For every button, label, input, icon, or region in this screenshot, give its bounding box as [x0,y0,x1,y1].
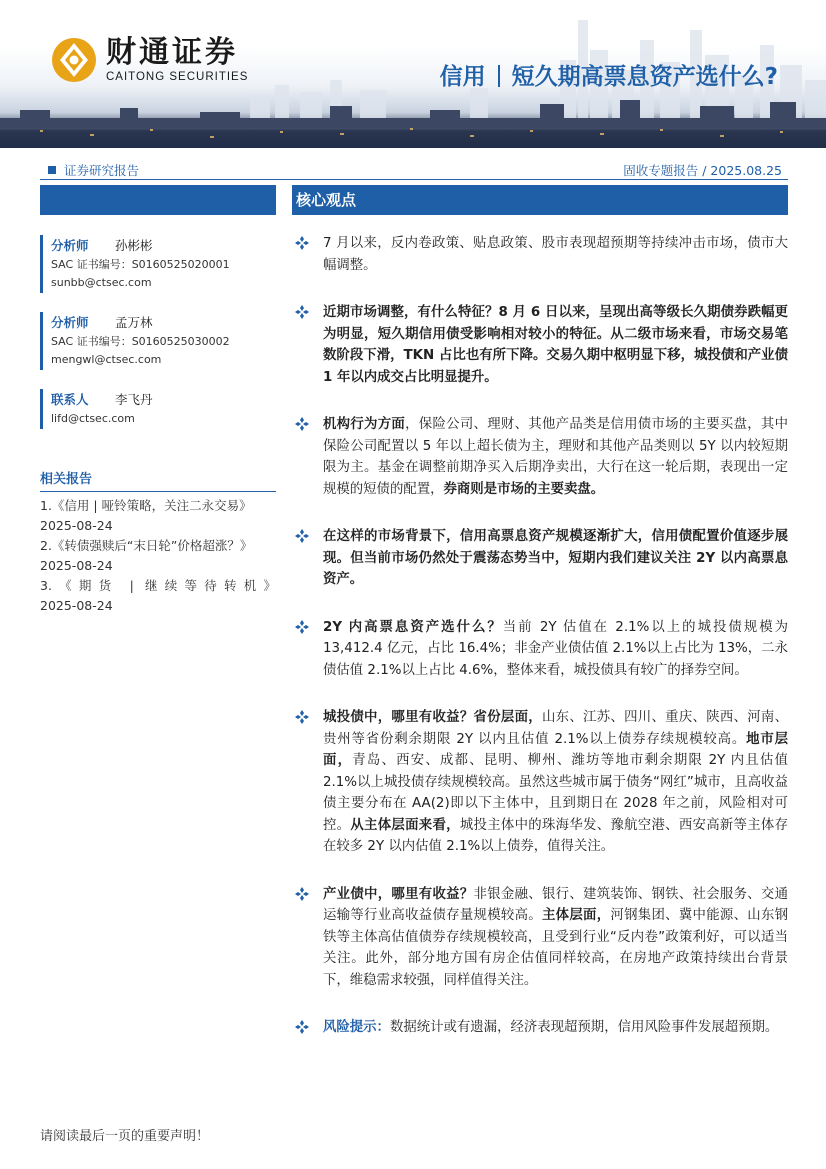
related-report-title[interactable]: 1.《信用 | 哑铃策略，关注二永交易》 [40,498,252,513]
core-point [292,414,788,500]
related-reports-list [40,496,276,616]
main-content [292,185,788,1065]
core-point [292,884,788,992]
point-bold-text: 风险提示： [323,1020,390,1035]
point-bold-text: 2Y 内高票息资产选什么？ [323,619,503,635]
point-bold-text: 从主体层面来看， [350,817,460,833]
point-text: 河钢集团、冀中能源、山东钢铁等主体高估值债券存续规模较高，且受到行业“反内卷”政策利好，可以适当关注。此外，部分地方国有房企估值同样较高，在房地产政策持续出台背景下，维稳需求较强，同样值得关注。 [323,908,789,988]
point-bold-text: 主体层面， [541,908,611,923]
core-point [292,233,788,276]
related-report-item[interactable] [40,536,276,576]
core-point [292,707,788,858]
analyst-block [40,312,276,369]
point-bold-text: 产业债中，哪里有收益？ [323,886,474,902]
sidebar-header-bar [40,185,276,215]
point-text: 山东、江苏、四川、重庆、陕西、河南、贵州等省份剩余期限 2Y 以内且估值 2.1%以上债券存续规模较高。 [323,710,789,747]
related-report-item[interactable] [40,576,276,616]
analyst-cert: SAC 证书编号：S0160525030002 [51,335,230,348]
diamond-bullet-icon [295,887,309,901]
diamond-bullet-icon [295,305,309,319]
point-text: 青岛、西安、成都、昆明、柳州、潍坊等地市剩余期限 2Y 内且估值 2.1%以上城投债存续规模较高。虽然这些城市属于债务“网红”城市，且高收益债主要分布在 AA(2)即以下主体中，且到期日在 2028 年之前，风险相对可控。 [323,753,789,833]
contact-email[interactable]: lifd@ctsec.com [51,412,135,425]
diamond-bullet-icon [295,417,309,431]
square-bullet-icon [48,166,56,174]
related-report-date: 2025-08-24 [40,558,113,573]
sidebar [40,185,276,616]
analyst-role: 分析师 [51,238,89,253]
point-bold-text: 地市层面， [323,731,788,768]
analyst-name: 孟万林 [115,315,153,330]
point-bold-text: 券商则是市场的主要卖盘。 [443,481,605,497]
point-bold-text: 近期市场调整，有什么特征？8 月 6 日以来，呈现出高等级长久期债券跌幅更为明显，短久期信用债受影响相对较小的特征。从二级市场来看，市场交易笔数阶段下滑，TKN 占比也有所下降。交易久期中枢明显下移，城投债和产业债 1 年以内成交占比明显提升。 [323,305,788,385]
logo-english-name: CAITONG SECURITIES [106,71,249,83]
related-reports-title: 相关报告 [40,468,276,492]
caitong-logo-icon [50,36,98,84]
point-text: ，保险公司、理财、其他产品类是信用债市场的主要买盘，其中保险公司配置以 5 年以上超长债为主，理财和其他产品类则以 5Y 以内较短期限为主。基金在调整前期净买入后期净卖出，大行在这一轮后期，表现出一定规模的短债的配置， [323,417,789,497]
header-divider [40,179,788,180]
analyst-block [40,235,276,292]
core-point [292,526,788,591]
contact-name: 李飞丹 [115,392,153,407]
point-text: 7 月以来，反内卷政策、贴息政策、股市表现超预期等持续冲击市场，债市大幅调整。 [323,236,788,273]
report-title [440,58,778,91]
diamond-bullet-icon [295,620,309,634]
core-point [292,302,788,388]
diamond-bullet-icon [295,1020,309,1034]
report-type-label: 证券研究报告 [64,163,140,178]
analyst-accent-bar [40,235,43,293]
report-main-title: 短久期高票息资产选什么? [511,64,778,90]
point-text: 城投主体中的珠海华发、豫航空港、西安高新等主体存在较多 2Y 以内估值 2.1%以上债券，值得关注。 [323,817,789,854]
caitong-logo [50,36,248,84]
related-report-date: 2025-08-24 [40,598,113,613]
logo-chinese-name: 财通证券 [106,35,238,70]
analyst-accent-bar [40,312,43,370]
related-report-item[interactable] [40,496,276,536]
point-bold-text: 机构行为方面 [323,417,406,432]
diamond-bullet-icon [295,236,309,250]
report-header [0,0,826,156]
disclaimer-footer: 请阅读最后一页的重要声明！ [40,1129,210,1144]
core-views-title: 核心观点 [292,185,788,215]
sub-header [40,158,788,180]
title-separator [498,65,500,87]
report-date-label: 固收专题报告 / 2025.08.25 [623,163,782,178]
analyst-email[interactable]: sunbb@ctsec.com [51,276,152,289]
core-point [292,617,788,682]
report-category: 信用 [439,64,486,90]
point-text: 数据统计或有遗漏，经济表现超预期，信用风险事件发展超预期。 [389,1020,779,1035]
related-report-title[interactable]: 2.《转债强赎后“末日轮”价格超涨？》 [40,538,253,553]
point-text: 当前 2Y 估值在 2.1%以上的城投债规模为 13,412.4 亿元，占比 16.4%；非金产业债估值 2.1%以上占比为 13%，二永债估值 2.1%以上占比 4.6%，整体来看，城投债具有较广的择券空间。 [323,619,788,678]
diamond-bullet-icon [295,529,309,543]
core-points-list [292,233,788,1039]
related-report-date: 2025-08-24 [40,518,113,533]
point-bold-text: 在这样的市场背景下，信用高票息资产规模逐渐扩大，信用债配置价值逐步展现。但当前市场仍然处于震荡态势当中，短期内我们建议关注 2Y 以内高票息资产。 [323,529,788,587]
contact-accent-bar [40,389,43,429]
point-bold-text: 城投债中，哪里有收益？省份层面， [323,710,542,725]
contact-role: 联系人 [51,392,89,407]
diamond-bullet-icon [295,710,309,724]
point-text: 非银金融、银行、建筑装饰、钢铁、社会服务、交通运输等行业高收益债存量规模较高。 [323,886,789,923]
related-report-title[interactable]: 3.《期货 | 继续等待转机》 [40,578,276,593]
analyst-email[interactable]: mengwl@ctsec.com [51,353,162,366]
analyst-role: 分析师 [51,315,89,330]
core-point [292,1017,788,1039]
analyst-name: 孙彬彬 [115,238,153,253]
analyst-cert: SAC 证书编号：S0160525020001 [51,258,230,271]
contact-block [40,389,276,428]
